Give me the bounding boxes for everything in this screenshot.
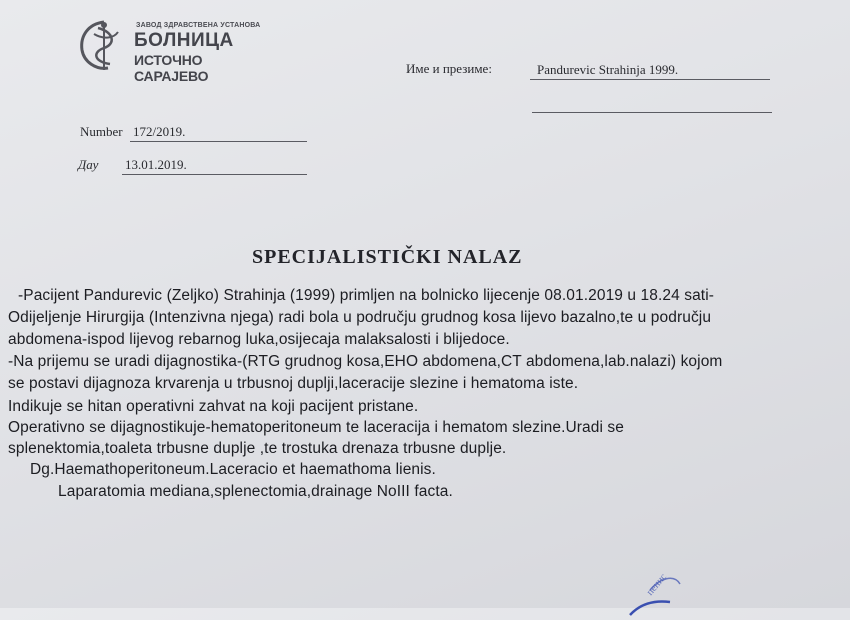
- body-line: Operativno se dijagnostikuje-hematoperitoneum te laceracija i hematom slezine.Uradi se: [8, 419, 624, 436]
- stamp-mark: [620, 560, 700, 620]
- caduceus-icon: [74, 18, 132, 74]
- procedure-line: Laparatomia mediana,splenectomia,drainage NoIII facta.: [58, 483, 453, 500]
- body-line: se postavi dijagnoza krvarenja u trbusnoj duplji,laceracije slezine i hematoma iste.: [8, 375, 579, 392]
- number-label: Number: [80, 124, 123, 139]
- name-value: Pandurevic Strahinja 1999.: [537, 62, 679, 77]
- number-value: 172/2019.: [133, 124, 186, 139]
- name-label: Име и презиме:: [406, 61, 492, 76]
- svg-text:пенис: пенис: [644, 571, 670, 598]
- name-underline: [530, 79, 770, 80]
- diagnosis-line: Dg.Haemathoperitoneum.Laceracio et haemathoma lienis.: [30, 461, 436, 478]
- body-line: -Na prijemu se uradi dijagnostika-(RTG grudnog kosa,EHO abdomena,CT abdomena,lab.nalazi) kojom: [8, 353, 723, 370]
- org-line: ЗАВОД ЗДРАВСТВЕНА УСТАНОВА: [136, 22, 261, 29]
- date-value: 13.01.2019.: [125, 157, 187, 172]
- hospital-place: ИСТОЧНО САРАЈЕВО: [134, 52, 209, 84]
- name-underline-2: [532, 112, 772, 113]
- hospital-logo: [74, 14, 274, 84]
- number-underline: [130, 141, 307, 142]
- page-title: SPECIJALISTIČKI NALAZ: [252, 246, 523, 268]
- body-line: Indikuje se hitan operativni zahvat na koji pacijent pristane.: [8, 398, 419, 415]
- body-line: splenektomia,toaleta trbusne duplje ,te trostuka drenaza trbusne duplje.: [8, 440, 507, 457]
- body-line: -Pacijent Pandurevic (Zeljko) Strahinja (1999) primljen na bolnicko lijecenje 08.01.2019 u 18.24 sati-: [18, 287, 715, 304]
- date-label: Дау: [78, 157, 99, 172]
- body-line: Odijeljenje Hirurgija (Intenzivna njega) radi bola u području grudnog kosa lijevo bazalno,te u području: [8, 309, 712, 326]
- body-line: abdomena-ispod lijevog rebarnog luka,osijecaja malaksalosti i blijedoce.: [8, 331, 510, 348]
- date-underline: [122, 174, 307, 175]
- hospital-name: БОЛНИЦА: [134, 30, 234, 51]
